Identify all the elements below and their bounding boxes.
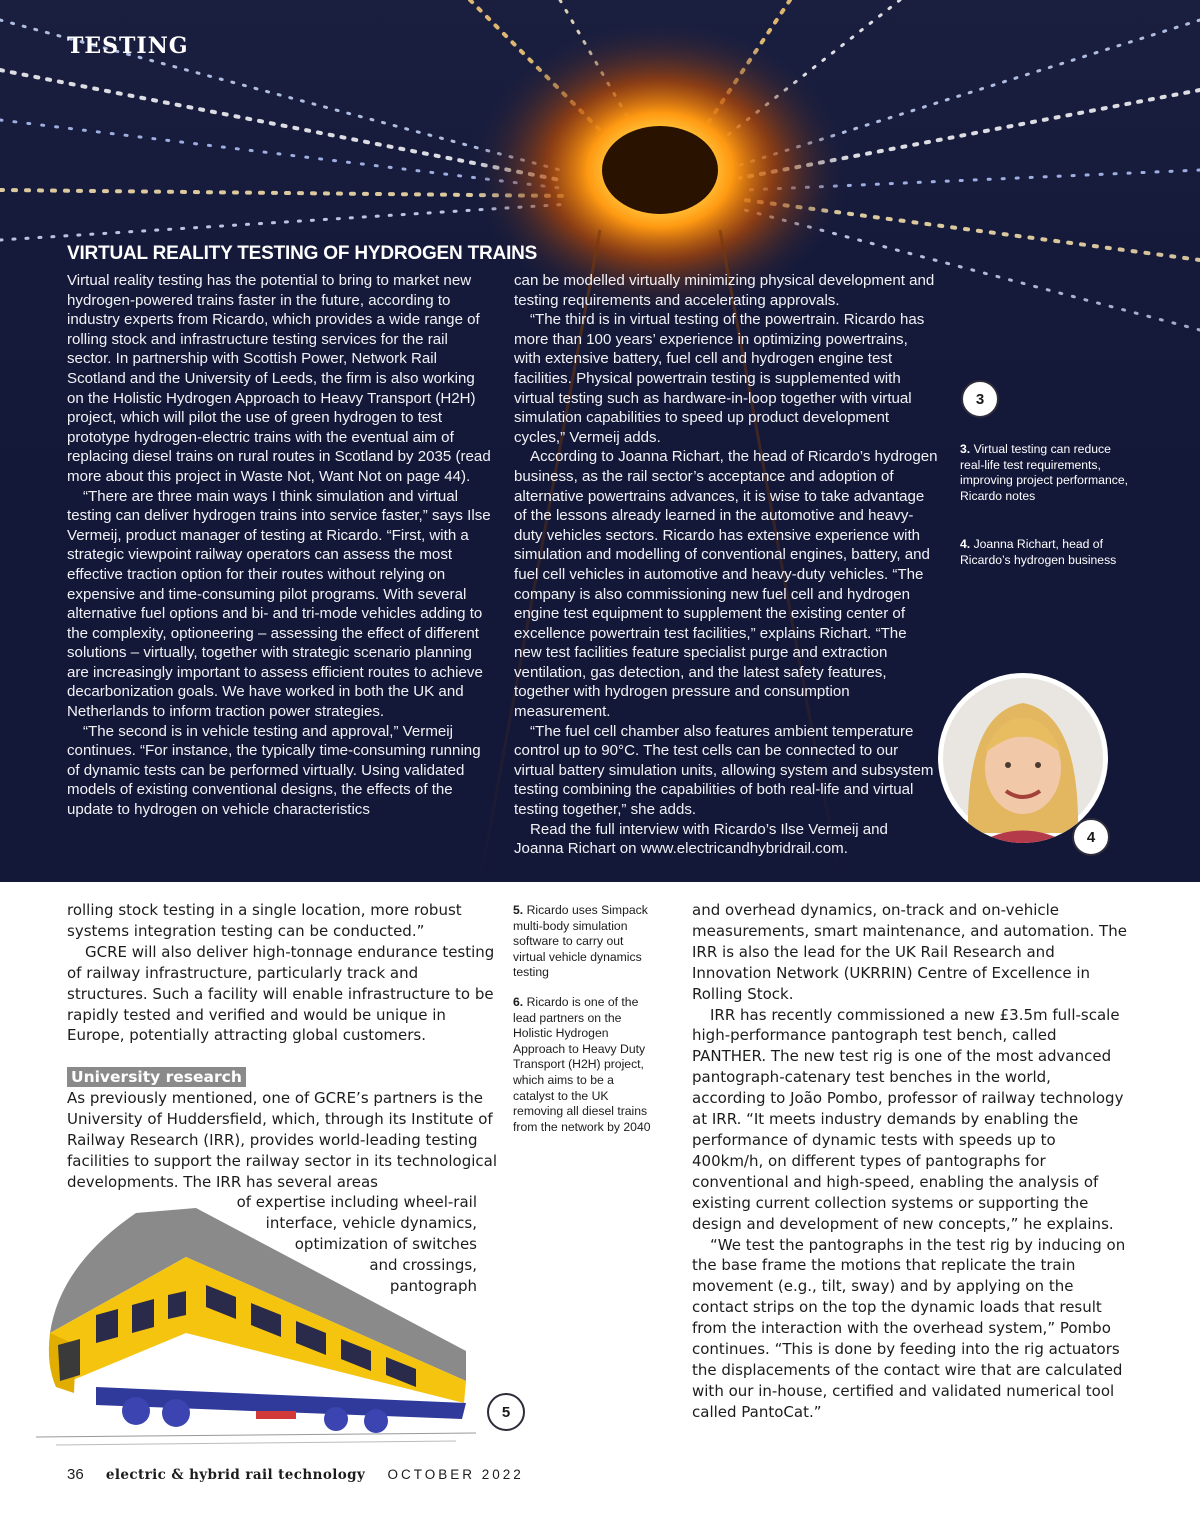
caption-4 bbox=[960, 537, 1130, 568]
wrap-line: pantograph bbox=[389, 1276, 477, 1295]
feature-paragraph: Virtual reality testing has the potential to bring to market new hydrogen-powered trains faster in the future, according to industry experts from Ricardo, which provides a wide range of rolling stock and infrastructure testing services for the rail sector. In partnership with Scottish Power, Network Rail Scotland and the University of Leeds, the firm is also working on the Holistic Hydrogen Approach to Heavy Transport (H2H) project, which will pilot the use of green hydrogen to test prototype hydrogen-electric trains with the eventual aim of replacing diesel trains on rural routes in Scotland by 2035 (read more about this project in Waste Not, Want Not on page 44). bbox=[67, 272, 491, 485]
caption-text: Joanna Richart, head of Ricardo’s hydrogen business bbox=[960, 537, 1117, 567]
caption-text: Virtual testing can reduce real-life test requirements, improving project performance, Ricardo notes bbox=[960, 442, 1128, 504]
caption-text: Ricardo uses Simpack multi-body simulation software to carry out virtual vehicle dynamics testing bbox=[513, 903, 648, 980]
caption-number: 6. bbox=[513, 994, 524, 1009]
subheading: University research bbox=[67, 1067, 246, 1087]
caption-3 bbox=[960, 442, 1130, 505]
body-column-right bbox=[692, 900, 1128, 1423]
figure-badge-3: 3 bbox=[961, 380, 999, 418]
issue-date: OCTOBER 2022 bbox=[387, 1467, 524, 1482]
page-number: 36 bbox=[67, 1466, 84, 1483]
body-paragraph: As previously mentioned, one of GCRE’s partners is the University of Huddersfield, which, through its Institute of Railway Research (IRR), provides world-leading testing facilities to support the railway sector in its technological developments. The IRR has several areas bbox=[67, 1089, 497, 1191]
magazine-name: electric & hybrid rail technology bbox=[105, 1467, 366, 1483]
page-footer bbox=[67, 1466, 524, 1483]
body-paragraph: IRR has recently commissioned a new £3.5m full-scale high-performance pantograph test bench, called PANTHER. The new test rig is one of the most advanced pantograph-catenary test benches in the world, according to João Pombo, professor of railway technology at IRR. “It meets industry demands by enabling the performance of dynamic tests with speeds up to 400km/h, on different types of pantographs for conventional and high-speed, enabling the analysis of existing current collection systems or supporting the design and development of new concepts,” he explains. bbox=[692, 1005, 1124, 1233]
feature-paragraph: According to Joanna Richart, the head of Ricardo’s hydrogen business, as the rail sector’s acceptance and adoption of alternative powertrains advances, it is wise to take advantage of the lessons already learned in the automotive and heavy-duty vehicles sectors. Ricardo has extensive experience with simulation and modelling of conventional engines, battery, and fuel cell vehicles in automotive and heavy-duty vehicles. “The company is also commissioning new fuel cell and hydrogen engine test equipment to supplement the existing center of excellence powertrain test facilities,” explains Richart. “The new test facilities feature specialist purge and extraction ventilation, gas detection, and the latest safety features, together with hydrogen pressure and consumption measurement. bbox=[514, 448, 938, 721]
caption-text: Ricardo is one of the lead partners on the Holistic Hydrogen Approach to Heavy Duty Transport (H2H) project, which aims to be a catalyst to the UK removing all diesel trains from the network by 2040 bbox=[513, 994, 651, 1134]
feature-paragraph: can be modelled virtually minimizing physical development and testing requirements and accelerating approvals. bbox=[514, 272, 935, 309]
caption-6 bbox=[513, 995, 658, 1135]
wrap-line: interface, vehicle dynamics, bbox=[265, 1213, 477, 1232]
feature-title: VIRTUAL REALITY TESTING OF HYDROGEN TRAINS bbox=[67, 243, 538, 264]
feature-paragraph: “There are three main ways I think simulation and virtual testing can deliver hydrogen trains into service faster,” says Ilse Vermeij, product manager of testing at Ricardo. “First, with a strategic viewpoint railway operators can assess the most effective traction option for their routes without relying on expensive and time-consuming pilot programs. With several alternative fuel options and bi- and tri-mode vehicles adding to the complexity, optioneering – assessing the effect of different solutions – virtually, together with strategic scenario planning are increasingly important to assess efficient routes to achieve decarbonization goals. We have worked in both the UK and Netherlands to inform traction power strategies. bbox=[67, 487, 491, 721]
wrap-line: optimization of switches bbox=[294, 1234, 477, 1253]
wrap-line: of expertise including wheel-rail bbox=[236, 1193, 477, 1211]
figure-badge-5: 5 bbox=[487, 1393, 525, 1431]
figure-badge-4: 4 bbox=[1072, 818, 1110, 856]
train-simulation-image bbox=[36, 1205, 476, 1450]
caption-number: 5. bbox=[513, 903, 524, 917]
feature-paragraph: “The third is in virtual testing of the powertrain. Ricardo has more than 100 years’ experience in optimizing powertrains, with extensive battery, fuel cell and hydrogen engine test facilities. Physical powertrain testing is supplemented with virtual testing such as hardware-in-loop together with virtual simulation capabilities to speed up product development cycles,” Vermeij adds. bbox=[514, 311, 925, 446]
body-column-left bbox=[67, 900, 497, 1193]
caption-5 bbox=[513, 903, 658, 981]
caption-5-and-6 bbox=[513, 903, 658, 1149]
portrait-photo bbox=[938, 673, 1108, 843]
body-paragraph: rolling stock testing in a single location, more robust systems integration testing can be conducted.” bbox=[67, 901, 462, 940]
feature-paragraph: Read the full interview with Ricardo’s Ilse Vermeij and Joanna Richart on www.electricandhybridrail.com. bbox=[514, 820, 888, 858]
body-paragraph: GCRE will also deliver high-tonnage endurance testing of railway infrastructure, particularly track and structures. Such a facility will enable infrastructure to be rapidly tested and verified and would be unique in Europe, potentially attracting global customers. bbox=[67, 942, 495, 1045]
caption-number: 4. bbox=[960, 537, 971, 551]
body-paragraph: “We test the pantographs in the test rig by inducing on the base frame the motions that replicate the train movement (e.g., tilt, sway) and by applying on the contact strips on the top the dynamic loads that result from the interaction with the overhead system,” Pombo continues. “This is done by feeding into the rig actuators the displacements of the contact wire that are calculated with our in-house, certified and validated numerical tool called PantoCat.” bbox=[692, 1235, 1126, 1421]
feature-paragraph: “The fuel cell chamber also features ambient temperature control up to 90°C. The test cells can be connected to our virtual battery simulation units, allowing system and subsystem testing combining the capabilities of both real-life and virtual testing together,” she adds. bbox=[514, 722, 934, 819]
body-paragraph: and overhead dynamics, on-track and on-vehicle measurements, smart maintenance, and automation. The IRR is also the lead for the UK Rail Research and Innovation Network (UKRRIN) Centre of Excellence in Rolling Stock. bbox=[692, 901, 1127, 1003]
feature-column-1 bbox=[67, 271, 495, 820]
feature-paragraph: “The second is in vehicle testing and approval,” Vermeij continues. “For instance, the typically time-consuming running of dynamic tests can be performed virtually. Using validated models of existing conventional designs, the effects of the update to hydrogen on vehicle characteristics bbox=[67, 722, 481, 819]
wrap-line: and crossings, bbox=[369, 1255, 477, 1274]
section-label: TESTING bbox=[67, 33, 189, 59]
caption-number: 3. bbox=[960, 442, 971, 456]
feature-column-2 bbox=[514, 271, 938, 859]
